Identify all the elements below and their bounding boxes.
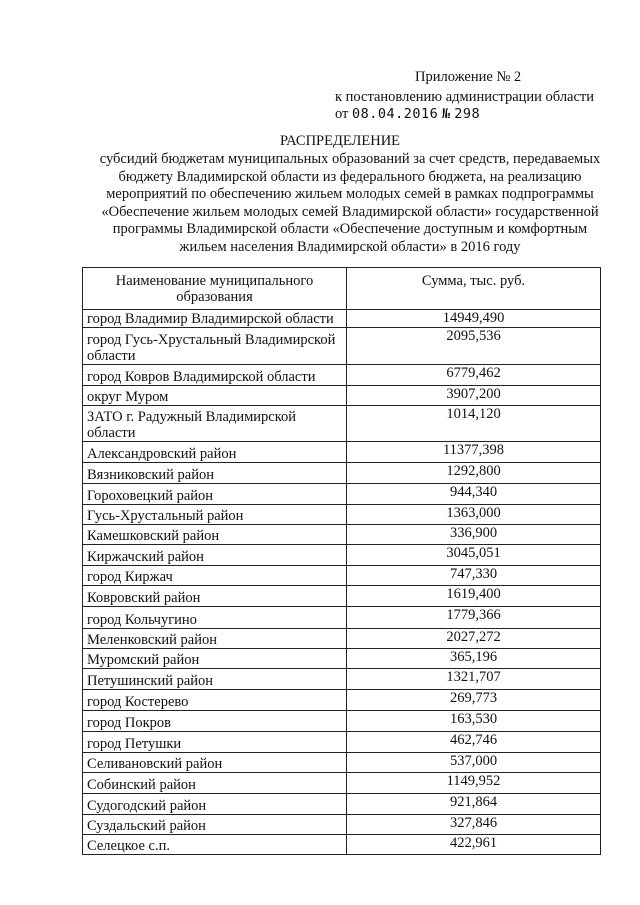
municipality-name: город Ковров Владимирской области bbox=[83, 365, 347, 386]
municipality-name: город Костерево bbox=[83, 690, 347, 711]
subsidy-amount: 537,000 bbox=[347, 753, 601, 773]
number-sign: № bbox=[441, 106, 451, 122]
subsidy-amount: 462,746 bbox=[347, 732, 601, 753]
subsidy-amount: 1321,707 bbox=[347, 669, 601, 690]
table-row bbox=[83, 669, 601, 690]
municipality-name: Вязниковский район bbox=[83, 463, 347, 484]
annex-number: Приложение № 2 bbox=[415, 69, 522, 85]
municipality-name: Камешковский район bbox=[83, 525, 347, 545]
table-row bbox=[83, 690, 601, 711]
distribution-table bbox=[82, 267, 601, 855]
subsidy-amount: 14949,490 bbox=[347, 310, 601, 328]
resolution-number: 298 bbox=[454, 106, 481, 122]
municipality-name: город Петушки bbox=[83, 732, 347, 753]
subsidy-amount: 2027,272 bbox=[347, 629, 601, 649]
subsidy-amount: 2095,536 bbox=[347, 328, 601, 365]
table-row bbox=[83, 484, 601, 505]
table-row bbox=[83, 835, 601, 855]
table-row bbox=[83, 505, 601, 525]
subsidy-amount: 11377,398 bbox=[347, 442, 601, 463]
subsidy-amount: 3045,051 bbox=[347, 545, 601, 566]
table-row bbox=[83, 328, 601, 365]
municipality-name: Селивановский район bbox=[83, 753, 347, 773]
subsidy-amount: 269,773 bbox=[347, 690, 601, 711]
date-prefix: от bbox=[335, 106, 349, 122]
table-row bbox=[83, 310, 601, 328]
municipality-name: Меленковский район bbox=[83, 629, 347, 649]
resolution-date-line bbox=[335, 106, 480, 123]
table-row bbox=[83, 607, 601, 629]
table-row bbox=[83, 732, 601, 753]
resolution-date: 08.04.2016 bbox=[352, 106, 439, 122]
subsidy-amount: 1292,800 bbox=[347, 463, 601, 484]
subsidy-amount: 365,196 bbox=[347, 649, 601, 669]
table-row bbox=[83, 773, 601, 794]
subsidy-amount: 163,530 bbox=[347, 711, 601, 732]
subsidy-amount: 1014,120 bbox=[347, 406, 601, 442]
subsidy-amount: 1363,000 bbox=[347, 505, 601, 525]
municipality-name: Александровский район bbox=[83, 442, 347, 463]
municipality-name: город Киржач bbox=[83, 566, 347, 586]
subsidy-amount: 1619,400 bbox=[347, 586, 601, 607]
municipality-name: город Гусь-Хрустальный Владимирской области bbox=[83, 328, 347, 365]
subsidy-amount: 6779,462 bbox=[347, 365, 601, 386]
table-row bbox=[83, 386, 601, 406]
subsidy-amount: 747,330 bbox=[347, 566, 601, 586]
subsidy-amount: 422,961 bbox=[347, 835, 601, 855]
table-row bbox=[83, 711, 601, 732]
subtitle-line: субсидий бюджетам муниципальных образований за счет средств, передаваемых bbox=[99, 151, 601, 167]
table-row bbox=[83, 794, 601, 815]
document-title: РАСПРЕДЕЛЕНИЕ bbox=[279, 133, 401, 149]
subsidy-amount: 1779,366 bbox=[347, 607, 601, 629]
table-row bbox=[83, 629, 601, 649]
municipality-name: город Кольчугино bbox=[83, 607, 347, 629]
municipality-name: Судогодский район bbox=[83, 794, 347, 815]
table-row bbox=[83, 566, 601, 586]
table-body bbox=[83, 310, 601, 855]
municipality-name: Гороховецкий район bbox=[83, 484, 347, 505]
subtitle-line: мероприятий по обеспечению жильем молодых семей в рамках подпрограммы bbox=[106, 186, 594, 203]
document-subtitle bbox=[85, 151, 615, 257]
municipality-name: город Владимир Владимирской области bbox=[83, 310, 347, 328]
municipality-name: Суздальский район bbox=[83, 815, 347, 835]
subtitle-line: программы Владимирской области «Обеспечение доступным и комфортным bbox=[112, 221, 588, 238]
municipality-name: город Покров bbox=[83, 711, 347, 732]
municipality-name: Селецкое с.п. bbox=[83, 835, 347, 855]
table-row bbox=[83, 525, 601, 545]
table-row bbox=[83, 649, 601, 669]
column-header-amount: Сумма, тыс. руб. bbox=[347, 268, 601, 310]
subsidy-amount: 3907,200 bbox=[347, 386, 601, 406]
municipality-name: Муромский район bbox=[83, 649, 347, 669]
subsidy-amount: 1149,952 bbox=[347, 773, 601, 794]
table-row bbox=[83, 586, 601, 607]
table-row bbox=[83, 545, 601, 566]
municipality-name: Петушинский район bbox=[83, 669, 347, 690]
column-header-name: Наименование муниципального образования bbox=[83, 268, 347, 310]
table-row bbox=[83, 753, 601, 773]
subsidy-amount: 336,900 bbox=[347, 525, 601, 545]
resolution-reference: к постановлению администрации области bbox=[335, 89, 595, 105]
municipality-name: Ковровский район bbox=[83, 586, 347, 607]
subsidy-amount: 944,340 bbox=[347, 484, 601, 505]
subsidy-amount: 921,864 bbox=[347, 794, 601, 815]
municipality-name: Гусь-Хрустальный район bbox=[83, 505, 347, 525]
subtitle-line: бюджету Владимирской области из федерального бюджета, на реализацию bbox=[118, 168, 582, 185]
table-row bbox=[83, 365, 601, 386]
table-header-row bbox=[83, 268, 601, 310]
subtitle-line: «Обеспечение жильем молодых семей Владимирской области» государственной bbox=[101, 203, 599, 220]
table-row bbox=[83, 463, 601, 484]
municipality-name: Собинский район bbox=[83, 773, 347, 794]
subsidy-amount: 327,846 bbox=[347, 815, 601, 835]
table-row bbox=[83, 406, 601, 442]
municipality-name: Киржачский район bbox=[83, 545, 347, 566]
table-row bbox=[83, 442, 601, 463]
municipality-name: округ Муром bbox=[83, 386, 347, 406]
municipality-name: ЗАТО г. Радужный Владимирской области bbox=[83, 406, 347, 442]
subtitle-line: жильем населения Владимирской области» в 2016 году bbox=[179, 238, 521, 255]
table-row bbox=[83, 815, 601, 835]
